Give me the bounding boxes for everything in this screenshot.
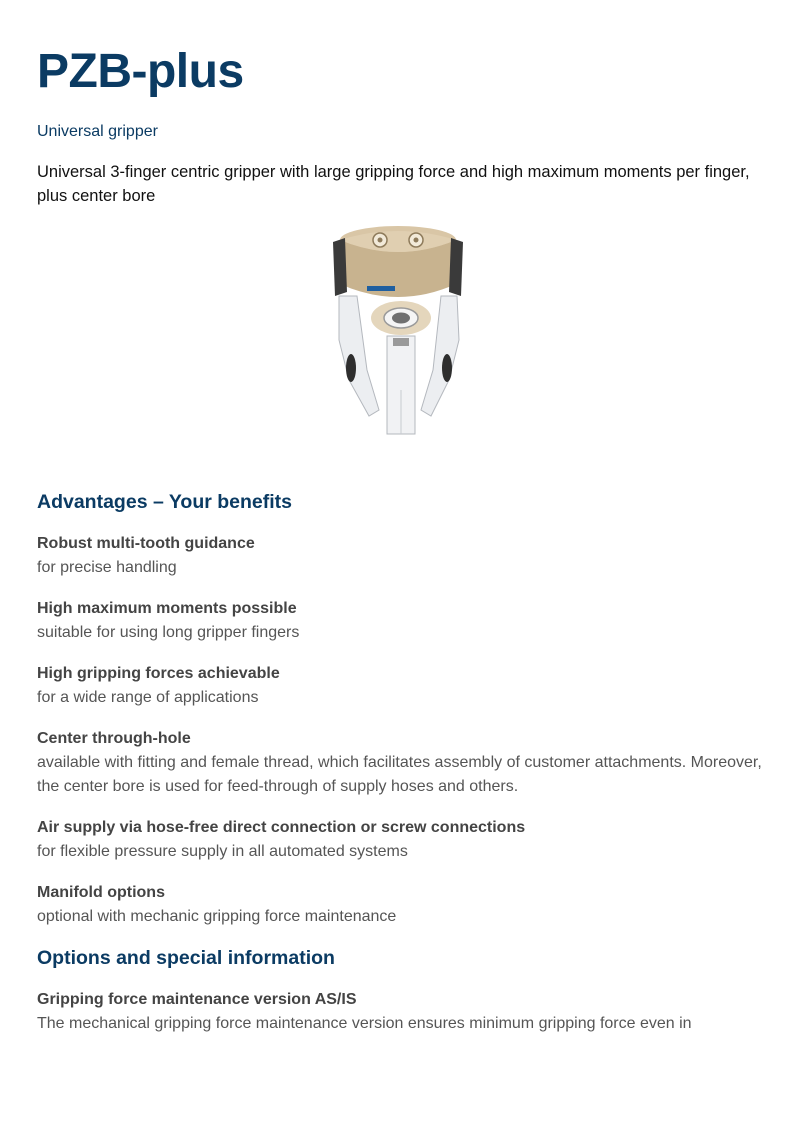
benefit-item	[37, 532, 767, 580]
benefit-title: Center through-hole	[37, 730, 191, 747]
label-badge	[367, 286, 395, 291]
gripper-product-image	[323, 220, 473, 442]
jaw-right-dark	[449, 238, 463, 296]
page-title: PZB-plus	[37, 45, 244, 98]
benefit-item	[37, 881, 767, 929]
benefit-text: suitable for using long gripper fingers	[37, 624, 300, 641]
benefit-text: optional with mechanic gripping force maintenance	[37, 908, 397, 925]
option-item	[37, 988, 767, 1036]
benefit-item	[37, 816, 767, 864]
option-title: Gripping force maintenance version AS/IS	[37, 991, 357, 1008]
advantages-heading: Advantages – Your benefits	[37, 491, 293, 513]
benefit-title: Manifold options	[37, 884, 165, 901]
benefit-title: High gripping forces achievable	[37, 665, 280, 682]
benefit-title: High maximum moments possible	[37, 600, 297, 617]
jaw-left-dark	[333, 238, 347, 296]
benefit-title: Air supply via hose-free direct connection or screw connections	[37, 819, 526, 836]
benefit-text: for precise handling	[37, 559, 177, 576]
benefit-text: for a wide range of applications	[37, 689, 259, 706]
benefit-item	[37, 727, 767, 799]
option-text: The mechanical gripping force maintenance version ensures minimum gripping force even in	[37, 1015, 692, 1032]
product-description: Universal 3-finger centric gripper with large gripping force and high maximum moments per finger, plus center bore	[37, 163, 750, 205]
benefit-title: Robust multi-tooth guidance	[37, 535, 255, 552]
benefit-text: for flexible pressure supply in all automated systems	[37, 843, 408, 860]
page-subtitle: Universal gripper	[37, 123, 158, 140]
benefit-item	[37, 597, 767, 645]
benefit-item	[37, 662, 767, 710]
options-heading: Options and special information	[37, 947, 335, 969]
benefit-text: available with fitting and female thread, which facilitates assembly of customer attachments. Moreover, the center bore is used for feed-through of supply hoses and others.	[37, 754, 762, 795]
